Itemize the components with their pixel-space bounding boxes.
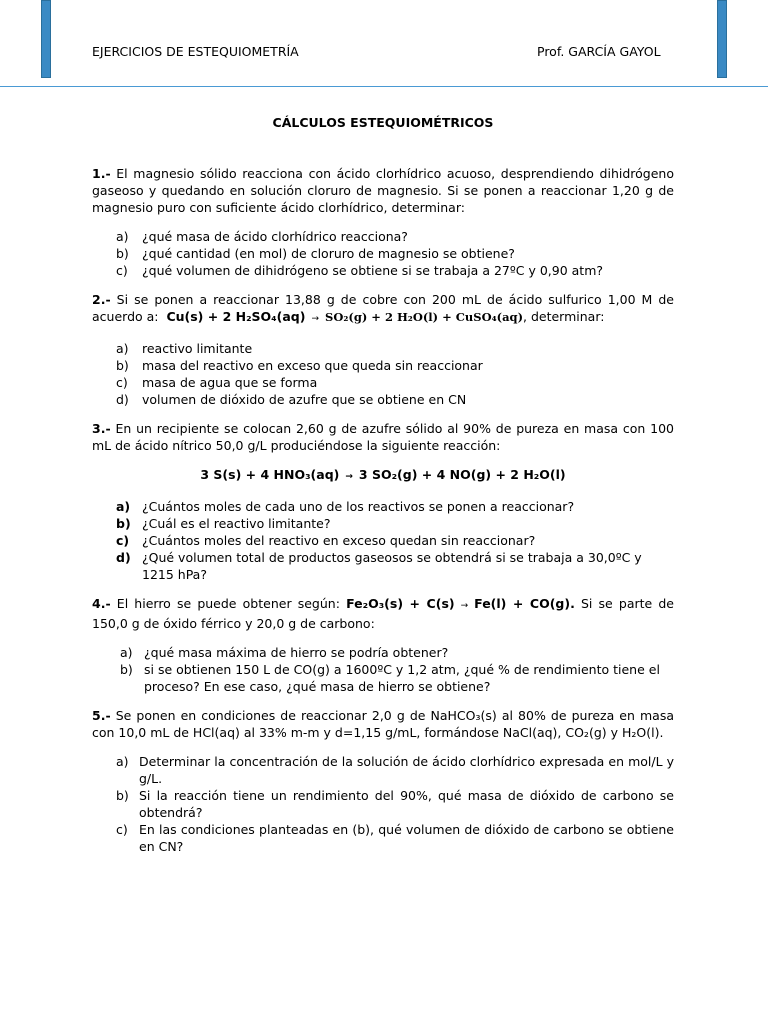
list-item (92, 374, 674, 391)
item-text: ¿qué masa de ácido clorhídrico reacciona? (142, 229, 408, 244)
header-author: Prof. GARCÍA GAYOL (537, 44, 661, 59)
reaction-equation (92, 466, 674, 486)
item-letter: c) (116, 375, 128, 390)
question-number: 4.- (92, 596, 111, 611)
list-item (92, 787, 674, 821)
item-text: En las condiciones planteadas en (b), qué volumen de dióxido de carbono se obtiene en CN? (139, 822, 674, 854)
question-5 (92, 707, 674, 741)
list-item (92, 644, 674, 661)
item-text: ¿Cuántos moles del reactivo en exceso quedan sin reaccionar? (142, 533, 536, 548)
question-text: Se ponen en condiciones de reaccionar 2,0 g de NaHCO₃(s) al 80% de pureza en masa con 10,0 mL de HCl(aq) al 33% m-m y d=1,15 g/mL, formándose NaCl(aq), CO₂(g) y H₂O(l). (92, 708, 674, 740)
question-number: 5.- (92, 708, 111, 723)
item-text: ¿qué volumen de dihidrógeno se obtiene si se trabaja a 27ºC y 0,90 atm? (142, 263, 603, 278)
list-item (92, 262, 674, 279)
item-text: Si la reacción tiene un rendimiento del 90%, qué masa de dióxido de carbono se obtendrá? (139, 788, 674, 820)
question-number: 1.- (92, 166, 111, 181)
question-text: El magnesio sólido reacciona con ácido clorhídrico acuoso, desprendiendo dihidrógeno gaseoso y quedando en solución cloruro de magnesio. Si se ponen a reaccionar 1,20 g de magnesio puro con suficiente ácido clorhídrico, determinar: (92, 166, 674, 215)
question-3-items (92, 498, 674, 583)
reaction-arrow: → (345, 472, 353, 482)
question-text-continued: Si se parte de 150,0 g de óxido férrico y 20,0 g de carbono: (92, 596, 674, 631)
list-item (92, 515, 674, 532)
document-body (92, 114, 674, 855)
question-1 (92, 165, 674, 216)
item-letter: c) (116, 263, 128, 278)
list-item (92, 549, 674, 583)
item-letter: c) (116, 533, 130, 548)
list-item (92, 661, 674, 695)
item-letter: b) (116, 246, 129, 261)
right-accent-bar (717, 0, 727, 78)
equation-products: SO₂(g) + 2 H₂O(l) + CuSO₄(aq) (325, 310, 524, 324)
question-number: 3.- (92, 421, 111, 436)
question-4 (92, 595, 674, 632)
page-title: CÁLCULOS ESTEQUIOMÉTRICOS (272, 115, 494, 130)
left-accent-bar (41, 0, 51, 78)
question-2 (92, 291, 674, 328)
list-item (92, 391, 674, 408)
item-text: reactivo limitante (142, 341, 253, 356)
item-text: masa de agua que se forma (142, 375, 318, 390)
item-text: si se obtienen 150 L de CO(g) a 1600ºC y 1,2 atm, ¿qué % de rendimiento tiene el proceso? En ese caso, ¿qué masa de hierro se obtiene? (144, 662, 660, 694)
question-tail: , determinar: (523, 309, 605, 324)
list-item (92, 228, 674, 245)
item-text: ¿Cuántos moles de cada uno de los reactivos se ponen a reaccionar? (142, 499, 575, 514)
item-text: volumen de dióxido de azufre que se obtiene en CN (142, 392, 467, 407)
equation-right: Fe(l) + CO(g). (474, 596, 575, 611)
list-item (92, 498, 674, 515)
list-item (92, 753, 674, 787)
list-item (92, 821, 674, 855)
item-letter: b) (120, 662, 133, 677)
item-letter: a) (120, 645, 133, 660)
equation-left: Fe₂O₃(s) + C(s) (346, 596, 455, 611)
question-text: El hierro se puede obtener según: (110, 596, 347, 611)
item-letter: c) (116, 822, 128, 837)
header-divider (0, 86, 768, 87)
header-left-title: EJERCICIOS DE ESTEQUIOMETRÍA (92, 44, 299, 59)
question-number: 2.- (92, 292, 111, 307)
list-item (92, 357, 674, 374)
equation-left: 3 S(s) + 4 HNO₃(aq) (200, 467, 340, 482)
item-text: ¿qué cantidad (en mol) de cloruro de magnesio se obtiene? (142, 246, 515, 261)
question-text: En un recipiente se colocan 2,60 g de azufre sólido al 90% de pureza en masa con 100 mL de ácido nítrico 50,0 g/L produciéndose la siguiente reacción: (92, 421, 674, 453)
item-letter: b) (116, 516, 131, 531)
item-text: ¿Qué volumen total de productos gaseosos se obtendrá si se trabaja a 30,0ºC y 1215 hPa? (142, 550, 642, 582)
item-letter: a) (116, 754, 129, 769)
question-4-items (92, 644, 674, 695)
item-letter: a) (116, 229, 129, 244)
item-letter: b) (116, 788, 129, 803)
question-5-items (92, 753, 674, 855)
question-2-items (92, 340, 674, 408)
item-letter: d) (116, 392, 129, 407)
item-text: ¿qué masa máxima de hierro se podría obtener? (144, 645, 449, 660)
list-item (92, 340, 674, 357)
item-letter: a) (116, 499, 131, 514)
list-item (92, 532, 674, 549)
item-letter: d) (116, 550, 131, 565)
list-item (92, 245, 674, 262)
question-1-items (92, 228, 674, 279)
equation-reactants: Cu(s) + 2 H₂SO₄(aq) (166, 309, 306, 324)
item-letter: b) (116, 358, 129, 373)
item-letter: a) (116, 341, 129, 356)
item-text: Determinar la concentración de la solución de ácido clorhídrico expresada en mol/L y g/L. (139, 754, 674, 786)
equation-right: 3 SO₂(g) + 4 NO(g) + 2 H₂O(l) (358, 467, 566, 482)
question-text: Si se ponen a reaccionar 13,88 g de cobre con 200 mL de ácido sulfurico 1,00 M de acuerdo a: (92, 292, 674, 324)
item-text: masa del reactivo en exceso que queda sin reaccionar (142, 358, 483, 373)
item-text: ¿Cuál es el reactivo limitante? (142, 516, 331, 531)
reaction-arrow: → (460, 601, 469, 611)
reaction-arrow: → (311, 314, 320, 324)
question-3 (92, 420, 674, 454)
